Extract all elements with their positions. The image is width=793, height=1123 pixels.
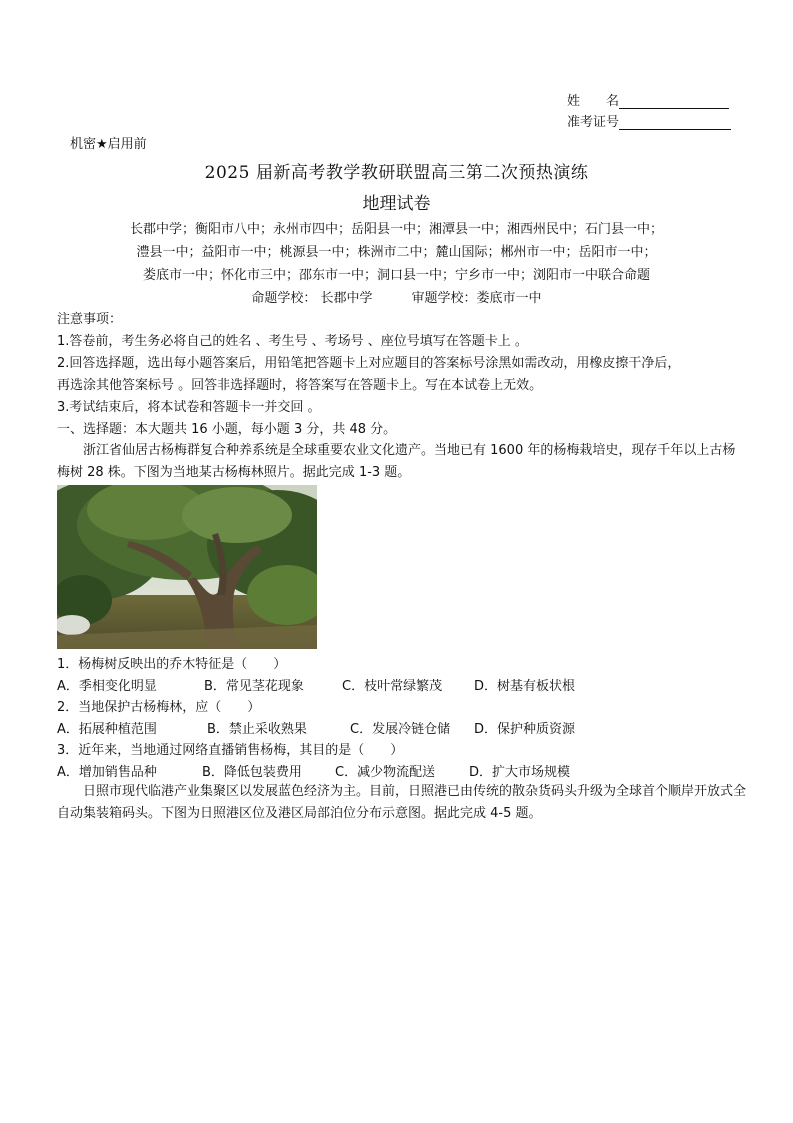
note-item: 1.答卷前，考生务必将自己的姓名 、考生号 、考场号 、座位号填写在答题卡上 。 — [57, 334, 528, 349]
option-a: A．拓展种植范围 — [57, 722, 157, 737]
schools-line: 娄底市一中；怀化市三中；邵东市一中；洞口县一中；宁乡市一中；浏阳市一中联合命题 — [142, 268, 650, 283]
option-a: A．季相变化明显 — [57, 679, 157, 694]
section-heading: 一、选择题：本大题共 16 小题，每小题 3 分，共 48 分。 — [57, 422, 397, 437]
confidential-mark: 机密★启用前 — [70, 137, 147, 152]
option-b: B．禁止采收熟果 — [207, 722, 307, 737]
option-c: C．减少物流配送 — [335, 765, 436, 780]
option-c: C．枝叶常绿繁茂 — [342, 679, 443, 694]
note-item: 再选涂其他答案标号 。回答非选择题时，将答案写在答题卡上。写在本试卷上无效。 — [57, 378, 543, 393]
option-b: B．常见茎花现象 — [204, 679, 304, 694]
passage-text: 浙江省仙居古杨梅群复合种养系统是全球重要农业文化遗产。当地已有 1600 年的杨梅栽培史，现存千年以上古杨梅树 28 株。下图为当地某古杨梅林照片。据此完成 1-3 题。 — [57, 443, 736, 480]
schools-line: 长郡中学；衡阳市八中；永州市四中；岳阳县一中；湘潭县一中；湘西州民中；石门县一中； — [129, 222, 663, 237]
name-label: 姓 名 — [567, 94, 620, 109]
option-d: D．扩大市场规模 — [469, 765, 571, 780]
option-b: B．降低包装费用 — [202, 765, 302, 780]
notes-heading: 注意事项： — [57, 312, 123, 327]
option-c: C．发展冷链仓储 — [350, 722, 451, 737]
note-item: 2.回答选择题，选出每小题答案后，用铅笔把答题卡上对应题目的答案标号涂黑如需改动，用橡皮擦干净后， — [57, 356, 681, 371]
passage-text: 日照市现代临港产业集聚区以发展蓝色经济为主。目前，日照港已由传统的散杂货码头升级为全球首个顺岸开放式全自动集装箱码头。下图为日照港区位及港区局部泊位分布示意图。据此完成 4-5 题。 — [57, 784, 747, 821]
subject-title: 地理试卷 — [362, 194, 431, 214]
schools-line: 澧县一中；益阳市一中；桃源县一中；株洲市二中；麓山国际；郴州市一中；岳阳市一中； — [136, 245, 657, 260]
question-stem: 3．近年来，当地通过网络直播销售杨梅，其目的是（ ） — [57, 743, 404, 758]
question-stem: 2．当地保护古杨梅林，应（ ） — [57, 700, 261, 715]
bayberry-tree-photo — [57, 485, 317, 649]
option-a: A．增加销售品种 — [57, 765, 157, 780]
maker-schools: 命题学校： 长郡中学 审题学校：娄底市一中 — [251, 291, 542, 306]
exam-id-label: 准考证号 — [567, 115, 620, 130]
exam-id-field — [567, 111, 731, 130]
question-stem: 1．杨梅树反映出的乔木特征是（ ） — [57, 657, 287, 672]
name-blank — [619, 94, 729, 109]
exam-id-blank — [619, 115, 731, 130]
option-d: D．树基有板状根 — [474, 679, 576, 694]
exam-title: 2025 届新高考教学教研联盟高三第二次预热演练 — [204, 163, 589, 183]
name-field — [567, 90, 729, 109]
note-item: 3.考试结束后，将本试卷和答题卡一并交回 。 — [57, 400, 321, 415]
option-d: D．保护种质资源 — [474, 722, 576, 737]
